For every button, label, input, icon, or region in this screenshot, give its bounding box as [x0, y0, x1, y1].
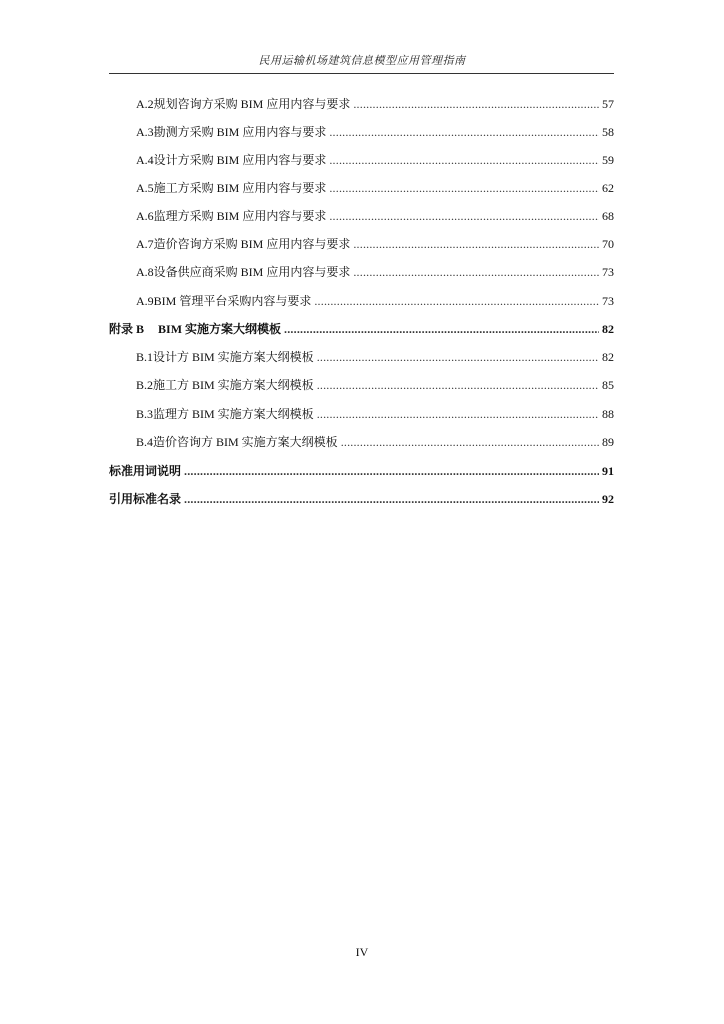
toc-leader-dots — [284, 321, 599, 337]
toc-entry-number: B.4 — [136, 435, 154, 449]
toc-entry-title: 设计方 BIM 实施方案大纲模板 — [153, 350, 314, 364]
toc-entry-title: 造价咨询方采购 BIM 应用内容与要求 — [153, 237, 351, 251]
toc-entry-page: 57 — [602, 97, 614, 111]
toc-entry-a4[interactable] — [136, 152, 614, 168]
toc-leader-dots — [353, 264, 599, 280]
toc-entry-page: 73 — [602, 265, 614, 279]
toc-leader-dots — [314, 293, 599, 309]
toc-leader-dots — [329, 152, 599, 168]
toc-entry-number: A.4 — [136, 153, 154, 167]
toc-entry-page: 70 — [602, 237, 614, 251]
toc-entry-page: 89 — [602, 435, 614, 449]
toc-entry-title: 监理方采购 BIM 应用内容与要求 — [153, 209, 327, 223]
toc-entry-number: A.7 — [136, 237, 154, 251]
toc-entry-number: A.6 — [136, 209, 154, 223]
toc-leader-dots — [184, 463, 599, 479]
toc-entry-page: 92 — [602, 492, 614, 506]
toc-leader-dots — [184, 491, 599, 507]
toc-leader-dots — [353, 236, 599, 252]
toc-leader-dots — [317, 406, 599, 422]
toc-entry-page: 68 — [602, 209, 614, 223]
toc-entry-title: 规划咨询方采购 BIM 应用内容与要求 — [153, 97, 351, 111]
toc-entry-number: B.1 — [136, 350, 154, 364]
toc-entry-number: A.8 — [136, 265, 154, 279]
toc-leader-dots — [329, 124, 599, 140]
toc-entry-a5[interactable] — [136, 180, 614, 196]
toc-entry-number: B.3 — [136, 407, 154, 421]
toc-entry-title: BIM 实施方案大纲模板 — [158, 322, 282, 336]
toc-entry-title: 监理方 BIM 实施方案大纲模板 — [153, 407, 314, 421]
toc-entry-title: 设计方采购 BIM 应用内容与要求 — [153, 153, 327, 167]
toc-entry-b4[interactable] — [136, 434, 614, 450]
toc-entry-number: A.9 — [136, 294, 154, 308]
toc-entry-number: B.2 — [136, 378, 154, 392]
toc-entry-number: 附录 B — [109, 322, 145, 336]
toc-entry-title: BIM 管理平台采购内容与要求 — [153, 294, 312, 308]
toc-entry-b1[interactable] — [136, 349, 614, 365]
page-header-title: 民用运输机场建筑信息模型应用管理指南 — [258, 55, 466, 67]
toc-entry-number: A.5 — [136, 181, 154, 195]
toc-entry-a6[interactable] — [136, 208, 614, 224]
toc-entry-number: A.3 — [136, 125, 154, 139]
toc-entry-title: 标准用词说明 — [109, 464, 182, 478]
toc-entry-title: 施工方 BIM 实施方案大纲模板 — [153, 378, 314, 392]
toc-leader-dots — [329, 208, 599, 224]
toc-entry-page: 88 — [602, 407, 614, 421]
toc-entry-cited-standards[interactable] — [109, 491, 614, 507]
toc-entry-title: 造价咨询方 BIM 实施方案大纲模板 — [153, 435, 338, 449]
toc-leader-dots — [353, 96, 599, 112]
toc-entry-standard-terms[interactable] — [109, 463, 614, 479]
toc-leader-dots — [317, 349, 599, 365]
toc-entry-page: 85 — [602, 378, 614, 392]
toc-leader-dots — [317, 377, 599, 393]
header-rule — [109, 73, 614, 74]
toc-leader-dots — [329, 180, 599, 196]
toc-entry-a9[interactable] — [136, 293, 614, 309]
toc-entry-page: 91 — [602, 464, 614, 478]
toc-entry-appendix-b[interactable] — [109, 321, 614, 337]
toc-entry-a3[interactable] — [136, 124, 614, 140]
page-number: IV — [355, 945, 369, 959]
toc-entry-title: 勘测方采购 BIM 应用内容与要求 — [153, 125, 327, 139]
toc-entry-a7[interactable] — [136, 236, 614, 252]
toc-entry-title: 设备供应商采购 BIM 应用内容与要求 — [153, 265, 351, 279]
toc-entry-page: 73 — [602, 294, 614, 308]
toc-entry-title: 引用标准名录 — [109, 492, 182, 506]
toc-entry-a8[interactable] — [136, 264, 614, 280]
toc-entry-number: A.2 — [136, 97, 154, 111]
toc-entry-title: 施工方采购 BIM 应用内容与要求 — [153, 181, 327, 195]
toc-entry-page: 59 — [602, 153, 614, 167]
toc-entry-page: 82 — [602, 322, 614, 336]
toc-entry-page: 62 — [602, 181, 614, 195]
toc-entry-a2[interactable] — [136, 96, 614, 112]
toc-entry-page: 58 — [602, 125, 614, 139]
toc-entry-page: 82 — [602, 350, 614, 364]
toc-entry-b2[interactable] — [136, 377, 614, 393]
toc-leader-dots — [341, 434, 599, 450]
toc-entry-b3[interactable] — [136, 406, 614, 422]
